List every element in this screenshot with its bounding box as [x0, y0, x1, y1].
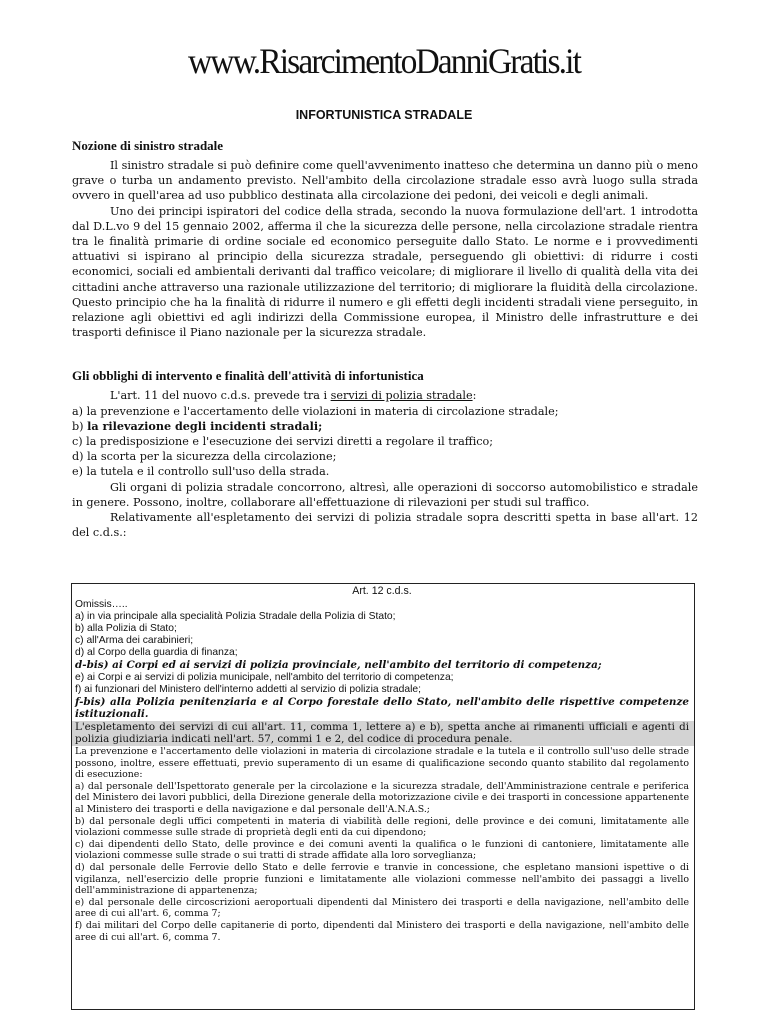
box-line-c: c) all'Arma dei carabinieri;	[75, 635, 194, 647]
intro-text: L'art. 11 del nuovo c.d.s. prevede tra i	[110, 389, 331, 403]
site-url-header: www.RisarcimentoDanniGratis.it	[187, 41, 581, 81]
box-prevenzione-paragraph: La prevenzione e l'accertamento delle violazioni in materia di circolazione stradale e la tutela e il controllo sull'uso delle strade possono, inoltre, essere effettuati, previo superamento di un esame di qualificazione secondo quanto stabilito dal regolamento di esecuzione:	[75, 746, 689, 781]
list-item-e: e) la tutela e il controllo sull'uso della strada.	[72, 465, 330, 479]
box-line-e: e) ai Corpi e ai servizi di polizia municipale, nell'ambito del territorio di competenza;	[75, 671, 454, 683]
main-content	[72, 128, 698, 540]
document-title: INFORTUNISTICA STRADALE	[295, 108, 473, 122]
list-item-b	[72, 419, 698, 434]
paragraph-principi: Uno dei principi ispiratori del codice della strada, secondo la nuova formulazione dell'art. 1 introdotta dal D.L.vo 9 del 15 gennaio 2002, afferma il che la sicurezza delle persone, nella circolazione stradale rientra tra le finalità primarie di ordine sociale ed economico perseguite dallo Stato. Le norme e i provvedimenti attuativi si ispirano al principio della sicurezza stradale, perseguendo gli obiettivi: di ridurre i costi economici, sociali ed ambientali derivanti dal traffico veicolare; di migliorare il livello di qualità della vita dei cittadini anche attraverso una razionale utilizzazione del territorio; di migliorare la fluidità della circolazione. Questo principio che ha la finalità di ridurre il numero e gli effetti degli incidenti stradali viene perseguito, in relazione agli obiettivi ed agli indirizzi della Commissione europea, il Ministro delle infrastrutture e dei trasporti definisce il Piano nazionale per la sicurezza stradale.	[72, 204, 698, 340]
paragraph-organi: Gli organi di polizia stradale concorrono, altresì, alle operazioni di soccorso automobilistico e stradale in genere. Possono, inoltre, collaborare all'effettuazione di rilevazioni per studi sul traffico.	[72, 480, 698, 509]
box-line-f: f) ai funzionari del Ministero dell'interno addetti al servizio di polizia stradale;	[75, 683, 421, 695]
box-highlighted-paragraph: L'espletamento dei servizi di cui all'art. 11, comma 1, lettere a) e b), spetta anche ai rimanenti ufficiali e agenti di polizia giudiziaria indicati nell'art. 57, commi 1 e 2, del codice di procedura penale.	[72, 721, 694, 746]
box-line-fbis: f-bis) alla Polizia penitenziaria e al Corpo forestale dello Stato, nell'ambito delle rispettive competenze istituzionali.	[75, 696, 689, 721]
paragraph-art11-intro	[72, 388, 698, 403]
box-sub-a: a) dal personale dell'Ispettorato generale per la circolazione e la sicurezza stradale, dell'Amministrazione centrale e periferica del Ministero dei lavori pubblici, della Direzione generale della motorizzazione civile e dei trasporti in concessione appartenente al Ministero dei trasporti e della navigazione e dal personale dell'A.N.A.S.;	[75, 780, 689, 816]
servizi-polizia-link-text: servizi di polizia stradale	[330, 389, 473, 403]
box-line-dbis: d-bis) ai Corpi ed ai servizi di polizia provinciale, nell'ambito del territorio di competenza;	[75, 659, 602, 672]
box-sub-b: b) dal personale degli uffici competenti in materia di viabilità delle regioni, delle province e dei comuni, limitatamente alle violazioni commesse sulle strade di proprietà degli enti da cui dipendono;	[75, 815, 689, 839]
box-omissis: Omissis…..	[75, 599, 128, 610]
list-item-a: a) la prevenzione e l'accertamento delle violazioni in materia di circolazione stradale;	[72, 404, 559, 418]
section-heading-nozione: Nozione di sinistro stradale	[72, 138, 224, 153]
box-title: Art. 12 c.d.s.	[352, 585, 412, 597]
box-line-b: b) alla Polizia di Stato;	[75, 623, 177, 635]
art12-box	[71, 583, 695, 1010]
item-b-prefix: b)	[72, 419, 88, 433]
intro-colon: :	[472, 389, 477, 403]
box-sub-d: d) dal personale delle Ferrovie dello Stato e delle ferrovie e tranvie in concessione, che espletano mansioni ispettive o di vigilanza, nell'esercizio delle proprie funzioni e limitatamente alle violazioni commesse nell'ambito dei passaggi a livello dell'amministrazione di appartenenza;	[75, 862, 689, 897]
list-item-d: d) la scorta per la sicurezza della circolazione;	[72, 450, 337, 464]
paragraph-relativamente: Relativamente all'espletamento dei servizi di polizia stradale sopra descritti spetta in base all'art. 12 del c.d.s.:	[72, 511, 698, 540]
list-item-c: c) la predisposizione e l'esecuzione dei servizi diretti a regolare il traffico;	[72, 435, 494, 449]
section-heading-obblighi: Gli obblighi di intervento e finalità dell'attività di infortunistica	[72, 368, 424, 384]
box-line-d: d) al Corpo della guardia di finanza;	[75, 647, 238, 659]
box-sub-e: e) dal personale delle circoscrizioni aeroportuali dipendenti dal Ministero dei trasporti e della navigazione, nell'ambito delle aree di cui all'art. 6, comma 7;	[75, 896, 689, 920]
paragraph-definizione: Il sinistro stradale si può definire come quell'avvenimento inatteso che determina un danno più o meno grave o turba un andamento previsto. Nell'ambito della circolazione stradale esso avrà luogo sulla strada ovvero in quell'area ad uso pubblico destinata alla circolazione dei pedoni, dei veicoli e degli animali.	[72, 159, 698, 203]
spacer	[72, 340, 698, 358]
box-sub-f: f) dai militari del Corpo delle capitanerie di porto, dipendenti dal Ministero dei trasporti e della navigazione, nell'ambito delle aree di cui all'art. 6, comma 7.	[75, 919, 689, 943]
box-line-a: a) in via principale alla specialità Polizia Stradale della Polizia di Stato;	[75, 611, 396, 623]
box-sub-c: c) dai dipendenti dello Stato, delle province e dei comuni aventi la qualifica o le funzioni di cantoniere, limitatamente alle violazioni commesse sulle strade o sui tratti di strade affidate alla loro sorveglianza;	[75, 838, 689, 862]
item-b-bold: la rilevazione degli incidenti stradali;	[87, 418, 323, 433]
